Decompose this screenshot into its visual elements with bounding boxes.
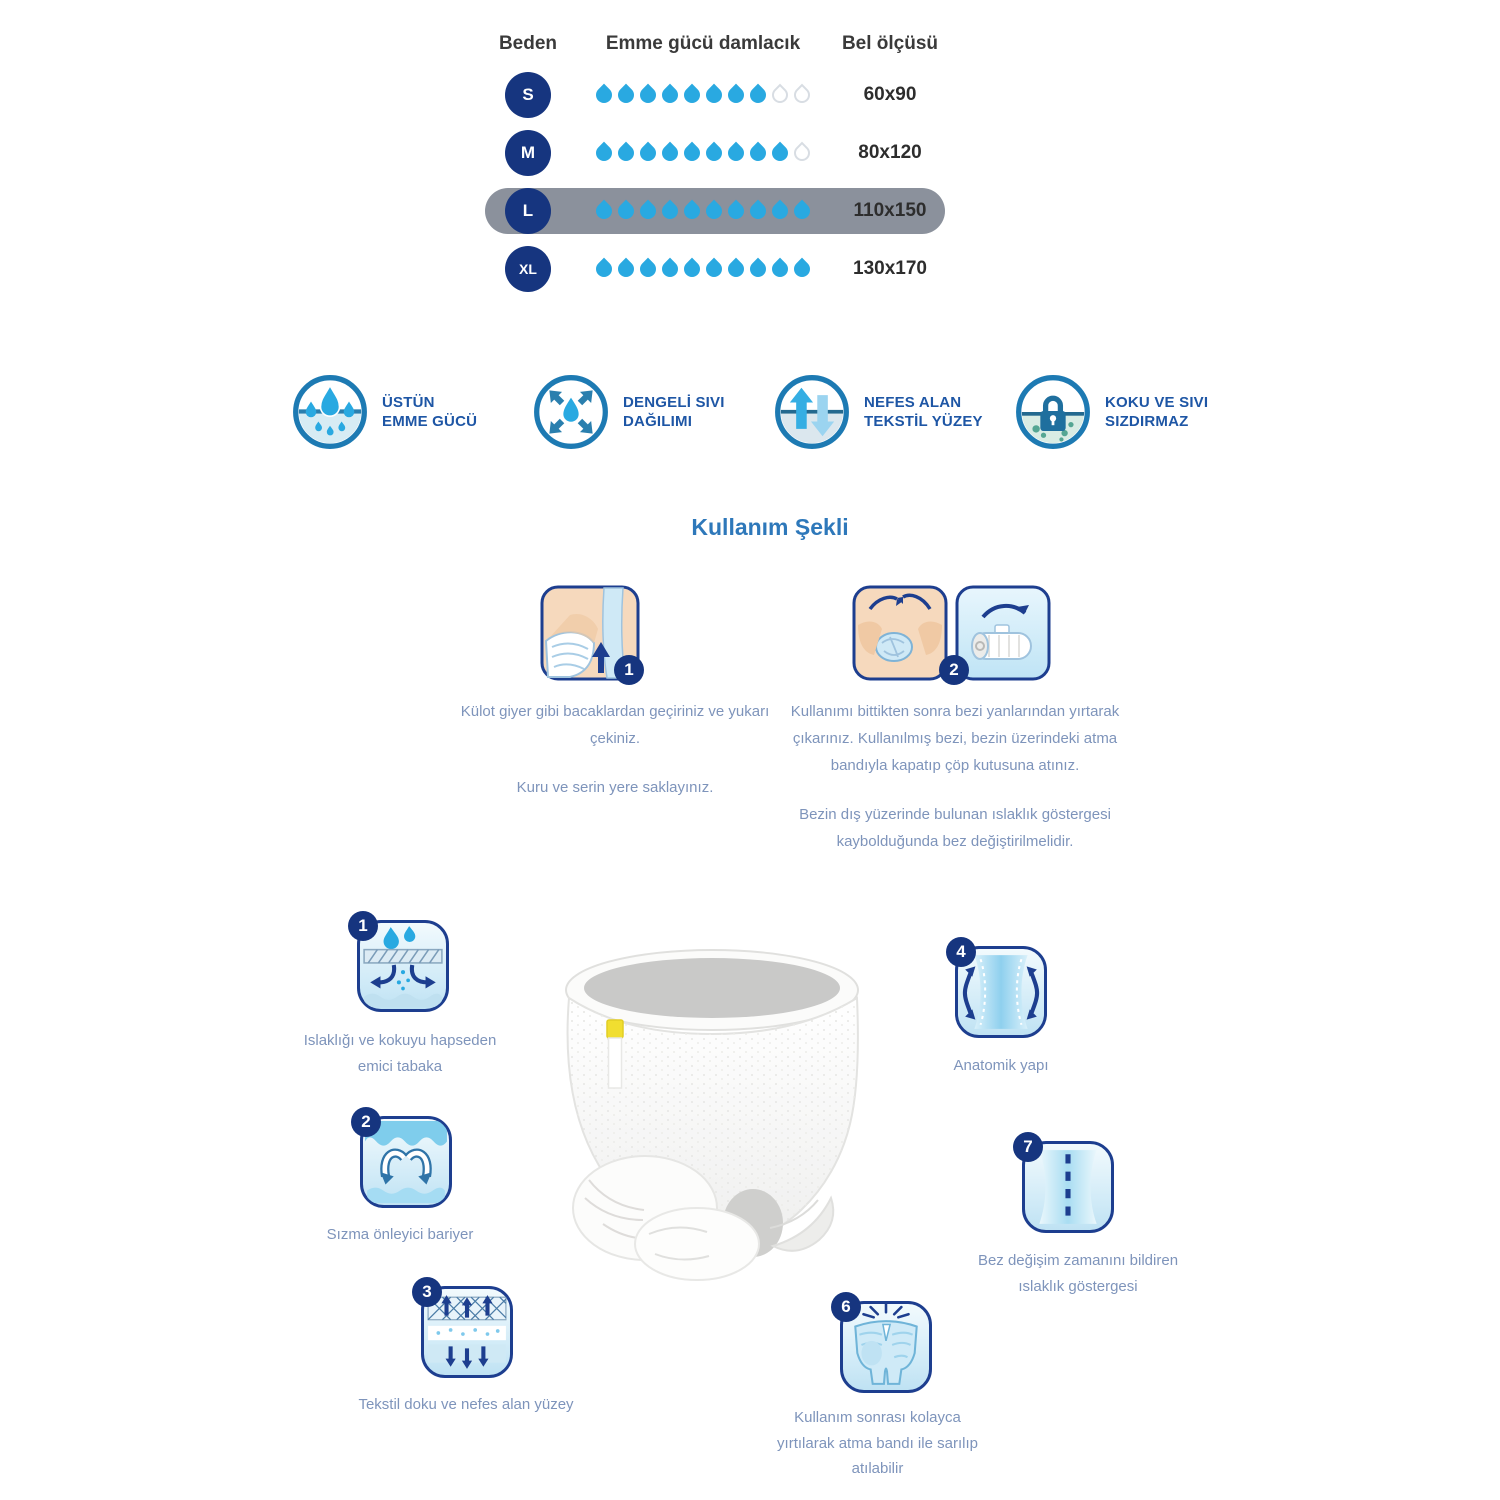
droplet-empty-icon	[791, 83, 814, 106]
size-badge: XL	[505, 246, 551, 292]
usage-step2-text	[788, 698, 1122, 877]
droplet-filled-icon	[593, 257, 616, 280]
breathable-textile-layer-icon	[421, 1282, 513, 1378]
feature-liquid-distribution	[533, 374, 774, 450]
size-badge: M	[505, 130, 551, 176]
usage-section-title: Kullanım Şekli	[691, 514, 849, 540]
product-photo-diaper-pant	[545, 928, 880, 1288]
anatomic-shape-label: Anatomik yapı	[953, 1057, 1049, 1074]
breathable-textile-layer-label: Tekstil doku ve nefes alan yüzey	[358, 1396, 574, 1413]
droplet-empty-icon	[791, 141, 814, 164]
droplet-filled-icon	[593, 141, 616, 164]
size-row-xl	[485, 246, 945, 292]
step-number-badge: 2	[939, 655, 969, 685]
waist-size: 110x150	[853, 200, 927, 221]
feature-label: NEFES ALAN TEKSTİL YÜZEY	[864, 393, 983, 430]
droplet-filled-icon	[659, 257, 682, 280]
column-header-size: Beden	[498, 33, 558, 54]
size-badge: L	[505, 188, 551, 234]
droplet-filled-icon	[593, 83, 616, 106]
droplet-empty-icon	[769, 83, 792, 106]
feature-label: KOKU VE SIVI SIZDIRMAZ	[1105, 393, 1209, 430]
instruction-paragraph: Bezin dış yüzerinde bulunan ıslaklık göstergesi kaybolduğunda bez değiştirilmelidir.	[799, 806, 1111, 850]
droplet-filled-icon	[681, 199, 704, 222]
callout-number-badge: 2	[351, 1107, 381, 1137]
size-row-l	[485, 188, 945, 234]
usage-step1-text	[440, 698, 790, 823]
waist-size: 80x120	[858, 142, 922, 163]
waist-size: 130x170	[853, 258, 927, 279]
droplet-filled-icon	[615, 199, 638, 222]
size-row-m	[485, 130, 945, 176]
droplet-scale	[571, 130, 835, 176]
absorbent-layer-icon	[357, 916, 449, 1012]
size-row-s	[485, 72, 945, 118]
usage-step1-illustration	[540, 585, 640, 681]
waist-size: 60x90	[863, 84, 917, 105]
instruction-paragraph: Kuru ve serin yere saklayınız.	[516, 779, 714, 796]
droplet-filled-icon	[747, 141, 770, 164]
leak-barrier-label: Sızma önleyici bariyer	[326, 1226, 474, 1243]
step-number-badge: 1	[614, 655, 644, 685]
droplet-filled-icon	[769, 199, 792, 222]
odor-liquid-lock-icon	[1015, 374, 1091, 450]
callout-number-badge: 6	[831, 1292, 861, 1322]
droplet-filled-icon	[703, 83, 726, 106]
droplet-filled-icon	[637, 199, 660, 222]
droplet-filled-icon	[769, 257, 792, 280]
droplet-filled-icon	[615, 141, 638, 164]
droplet-filled-icon	[703, 257, 726, 280]
droplet-filled-icon	[769, 141, 792, 164]
column-header-waist: Bel ölçüsü	[841, 33, 939, 54]
usage-step2-illustration	[852, 585, 1051, 681]
droplet-filled-icon	[659, 141, 682, 164]
droplet-filled-icon	[681, 257, 704, 280]
droplet-filled-icon	[681, 83, 704, 106]
droplet-scale	[571, 188, 835, 234]
callout-number-badge: 1	[348, 911, 378, 941]
droplet-filled-icon	[659, 83, 682, 106]
droplet-filled-icon	[681, 141, 704, 164]
droplet-filled-icon	[747, 257, 770, 280]
droplet-filled-icon	[593, 199, 616, 222]
droplet-filled-icon	[703, 141, 726, 164]
table-header-row	[485, 26, 945, 62]
liquid-distribution-icon	[533, 374, 609, 450]
feature-breathable-textile	[774, 374, 1015, 450]
droplet-filled-icon	[659, 199, 682, 222]
easy-disposal-icon	[840, 1297, 932, 1393]
instruction-paragraph: Kullanımı bittikten sonra bezi yanlarından yırtarak çıkarınız. Kullanılmış bezi, bezin üzerindeki atma bandıyla kapatıp çöp kutusuna atınız.	[790, 703, 1120, 774]
column-header-absorbency: Emme gücü damlacık	[605, 33, 801, 54]
droplet-scale	[571, 246, 835, 292]
size-absorbency-table	[485, 26, 945, 304]
droplet-filled-icon	[615, 83, 638, 106]
anatomic-shape-icon	[955, 942, 1047, 1038]
feature-strip	[292, 374, 1257, 450]
droplet-filled-icon	[747, 83, 770, 106]
droplet-filled-icon	[725, 199, 748, 222]
feature-label: DENGELİ SIVI DAĞILIMI	[623, 393, 725, 430]
droplet-filled-icon	[637, 83, 660, 106]
size-badge: S	[505, 72, 551, 118]
instruction-paragraph: Külot giyer gibi bacaklardan geçiriniz ve yukarı çekiniz.	[460, 703, 770, 747]
callout-number-badge: 4	[946, 937, 976, 967]
droplet-filled-icon	[615, 257, 638, 280]
droplet-filled-icon	[791, 257, 814, 280]
callout-number-badge: 7	[1013, 1132, 1043, 1162]
droplet-filled-icon	[791, 199, 814, 222]
wetness-indicator-label: Bez değişim zamanını bildiren ıslaklık göstergesi	[977, 1252, 1179, 1295]
wetness-indicator-icon	[1022, 1137, 1114, 1233]
easy-disposal-label: Kullanım sonrası kolayca yırtılarak atma bandı ile sarılıp atılabilir	[777, 1409, 978, 1477]
droplet-filled-icon	[725, 257, 748, 280]
callout-number-badge: 3	[412, 1277, 442, 1307]
leak-barrier-icon	[360, 1112, 452, 1208]
droplet-filled-icon	[637, 257, 660, 280]
superior-absorbency-icon	[292, 374, 368, 450]
feature-superior-absorbency	[292, 374, 533, 450]
droplet-filled-icon	[703, 199, 726, 222]
feature-label: ÜSTÜN EMME GÜCÜ	[382, 393, 478, 430]
droplet-filled-icon	[725, 83, 748, 106]
breathable-textile-icon	[774, 374, 850, 450]
droplet-filled-icon	[725, 141, 748, 164]
droplet-filled-icon	[637, 141, 660, 164]
droplet-filled-icon	[747, 199, 770, 222]
feature-odor-liquid-lock	[1015, 374, 1256, 450]
absorbent-layer-label: Islaklığı ve kokuyu hapseden emici tabaka	[303, 1032, 497, 1075]
droplet-scale	[571, 72, 835, 118]
